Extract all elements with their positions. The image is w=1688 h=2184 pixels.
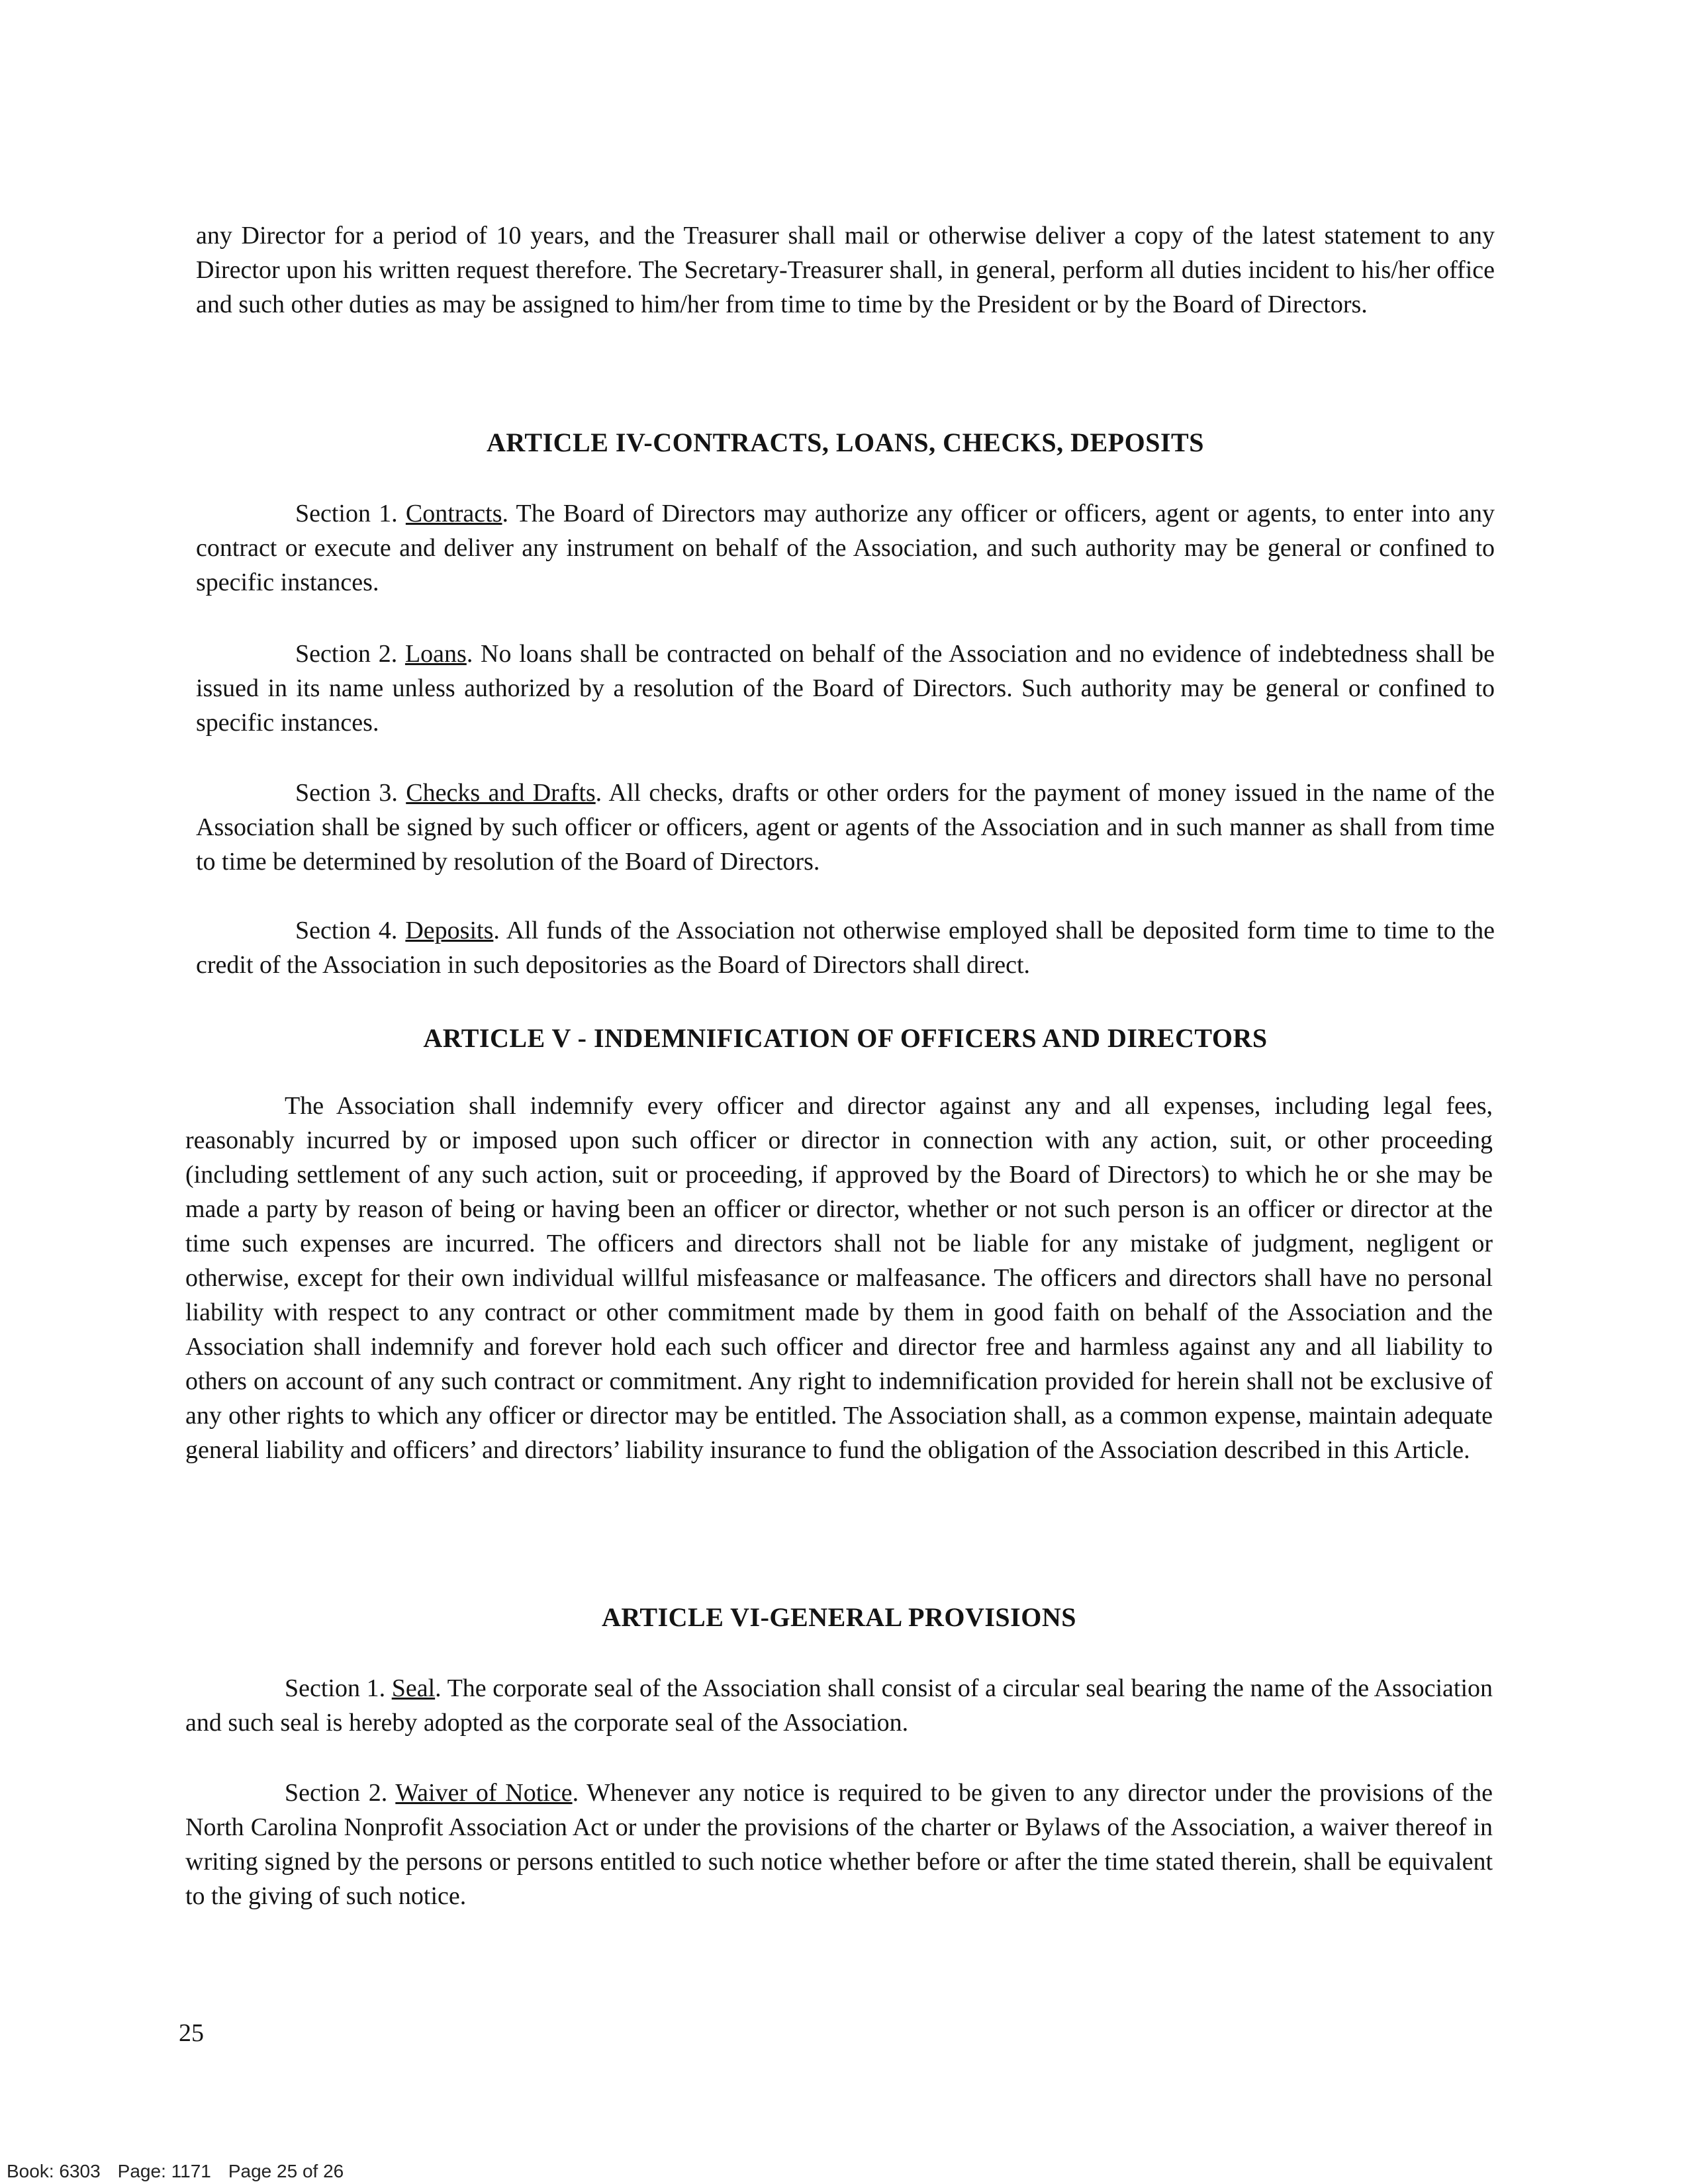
- page-number: 25: [179, 2019, 204, 2047]
- recording-footer: [7, 2161, 344, 2182]
- article-v-heading: ARTICLE V - INDEMNIFICATION OF OFFICERS AND DIRECTORS: [423, 1023, 1268, 1053]
- article-vi-section-2: [185, 1776, 1493, 1913]
- footer-page-of: Page 25 of 26: [228, 2161, 344, 2181]
- article-iv-heading: ARTICLE IV-CONTRACTS, LOANS, CHECKS, DEPOSITS: [487, 428, 1204, 457]
- section-label: Section 2.: [285, 1779, 388, 1807]
- article-vi-section-1: [185, 1671, 1493, 1740]
- article-iv-section-4: [196, 913, 1495, 982]
- section-text: . All funds of the Association not otherwise employed shall be deposited form time to time to the credit of the Association in such depositories as the Board of Directors shall direct.: [196, 917, 1495, 979]
- section-text: . Whenever any notice is required to be given to any director under the provisions of the North Carolina Nonprofit Association Act or under the provisions of the charter or Bylaws of the Association, a waiver thereof in writing signed by the persons or persons entitled to such notice whether before or after the time stated therein, shall be equivalent to the giving of such notice.: [185, 1779, 1493, 1910]
- article-v-paragraph: The Association shall indemnify every officer and director against any and all expenses, including legal fees, reasonably incurred by or imposed upon such officer or director in connection with any action, suit, or other proceeding (including settlement of any such action, suit or proceeding, if approved by the Board of Directors) to which he or she may be made a party by reason of being or having been an officer or director, whether or not such person is an officer or director at the time such expenses are incurred. The officers and directors shall not be liable for any mistake of judgment, negligent or otherwise, except for their own individual willful misfeasance or malfeasance. The officers and directors shall have no personal liability with respect to any contract or other commitment made by them in good faith on behalf of the Association and the Association shall indemnify and forever hold each such officer and director free and harmless against any and all liability to others on account of any such contract or commitment. Any right to indemnification provided for herein shall not be exclusive of any other rights to which any officer or director may be entitled. The Association shall, as a common expense, maintain adequate general liability and officers’ and directors’ liability insurance to fund the obligation of the Association described in this Article.: [185, 1092, 1493, 1464]
- section-label: Section 1.: [295, 500, 398, 527]
- section-label: Section 4.: [295, 917, 398, 944]
- section-text: . The Board of Directors may authorize any officer or officers, agent or agents, to enter into any contract or execute and deliver any instrument on behalf of the Association, and such authority may be general or confined to specific instances.: [196, 500, 1495, 596]
- section-title: Waiver of Notice: [395, 1779, 573, 1807]
- section-label: Section 3.: [295, 779, 398, 807]
- section-text: . The corporate seal of the Association shall consist of a circular seal bearing the name of the Association and such seal is hereby adopted as the corporate seal of the Association.: [185, 1674, 1493, 1737]
- section-text: . All checks, drafts or other orders for the payment of money issued in the name of the Association shall be signed by such officer or officers, agent or agents of the Association and in such manner as shall from time to time be determined by resolution of the Board of Directors.: [196, 779, 1495, 876]
- section-title: Deposits: [405, 917, 494, 944]
- article-vi-heading: ARTICLE VI-GENERAL PROVISIONS: [602, 1602, 1076, 1632]
- section-label: Section 1.: [285, 1674, 386, 1702]
- article-iv-section-3: [196, 776, 1495, 879]
- section-title: Checks and Drafts: [406, 779, 596, 807]
- section-label: Section 2.: [295, 640, 398, 668]
- footer-page: Page: 1171: [117, 2161, 211, 2181]
- section-title: Contracts: [405, 500, 502, 527]
- section-title: Loans: [404, 640, 467, 668]
- article-iv-section-2: [196, 637, 1495, 740]
- section-title: Seal: [391, 1674, 436, 1702]
- footer-book: Book: 6303: [7, 2161, 101, 2181]
- intro-paragraph: any Director for a period of 10 years, and the Treasurer shall mail or otherwise deliver a copy of the latest statement to any Director upon his written request therefore. The Secretary-Treasurer shall, in general, perform all duties incident to his/her office and such other duties as may be assigned to him/her from time to time by the President or by the Board of Directors.: [196, 222, 1495, 318]
- article-iv-section-1: [196, 496, 1495, 600]
- section-text: . No loans shall be contracted on behalf of the Association and no evidence of indebtedness shall be issued in its name unless authorized by a resolution of the Board of Directors. Such authority may be general or confined to specific instances.: [196, 640, 1495, 737]
